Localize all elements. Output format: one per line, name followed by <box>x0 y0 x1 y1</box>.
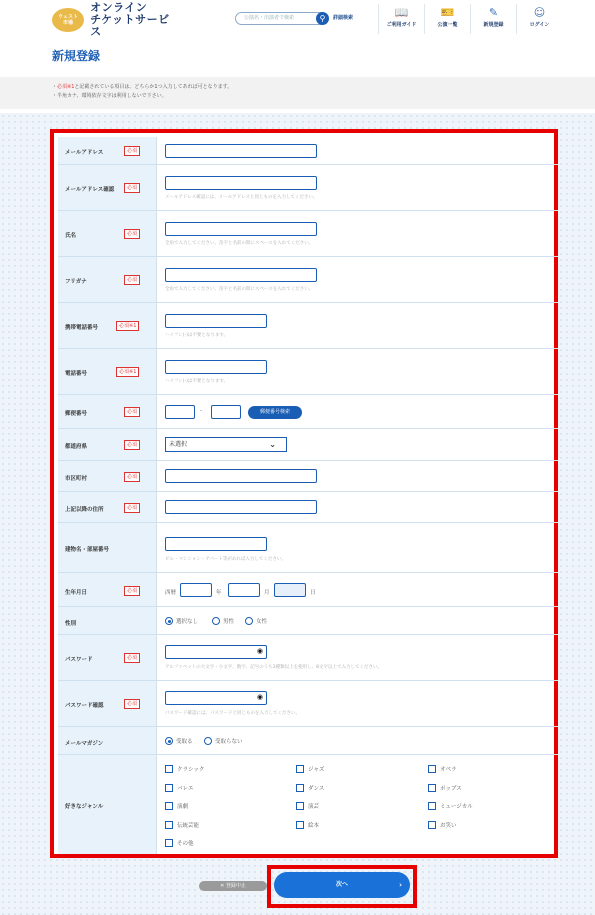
search-input[interactable]: 公演名・出演者で検索 <box>235 12 327 25</box>
gender-option-male[interactable]: 男性 <box>212 617 234 625</box>
row-password: パスワード 必須 ◉ アルファベットの大文字・小文字、数字、記号のうち2種類以上を使用し、8文字以上で入力してください。 <box>58 635 558 681</box>
registration-form <box>50 129 558 858</box>
building-field[interactable] <box>165 537 267 551</box>
book-icon: 📖 <box>394 6 409 19</box>
postal-code-first[interactable] <box>165 405 195 419</box>
gender-option-female[interactable]: 女性 <box>245 617 267 625</box>
row-prefecture: 都道府県 必須 未選択 ⌄ <box>58 429 558 461</box>
birth-day-field[interactable] <box>274 583 306 597</box>
advanced-search-link[interactable]: 詳細検索 <box>333 15 354 21</box>
postal-search-button[interactable]: 郵便番号検索 <box>248 406 302 419</box>
genre-checkbox[interactable]: 演劇 <box>165 802 188 810</box>
search-button[interactable] <box>316 12 329 25</box>
next-button[interactable]: 次へ › <box>274 872 410 898</box>
row-name: 氏名 必須 全角で入力してください。苗字と名前の間にスペースを入れてください。 <box>58 211 558 257</box>
address-field[interactable] <box>165 500 317 514</box>
site-logo[interactable] <box>52 0 176 38</box>
eye-icon[interactable]: ◉ <box>256 693 263 701</box>
edit-icon: ✎ <box>488 6 499 19</box>
postal-code-second[interactable] <box>211 405 241 419</box>
kana-field[interactable] <box>165 268 317 282</box>
search-icon: ⚲ <box>319 14 326 23</box>
page-title: 新規登録 <box>52 49 101 63</box>
newsletter-option-receive[interactable]: 受取る <box>165 737 193 745</box>
email-field[interactable] <box>165 144 317 158</box>
genre-checkbox[interactable]: ミュージカル <box>428 802 473 810</box>
genre-checkbox[interactable]: 伝統芸能 <box>165 821 199 829</box>
row-kana: フリガナ 必須 全角で入力してください。苗字と名前の間にスペースを入れてください。 <box>58 257 558 303</box>
user-icon: ☺ <box>533 6 546 19</box>
chevron-right-icon: › <box>399 881 402 889</box>
row-genres: 好きなジャンル クラシック ジャズ オペラ バレエ ダンス ポップス 演劇 演芸 ミュージカル 伝統芸能 絵本 お笑い その他 <box>58 755 558 854</box>
phone-field[interactable] <box>165 360 267 374</box>
row-city: 市区町村 必須 <box>58 461 558 492</box>
genre-checkbox[interactable]: ジャズ <box>296 765 324 773</box>
genre-checkbox[interactable]: 絵本 <box>296 821 319 829</box>
row-email-confirm: メールアドレス確認 必須 メールアドレス確認には、メールアドレスと同じものを入力してください。 <box>58 165 558 211</box>
genre-checkbox[interactable]: オペラ <box>428 765 457 773</box>
city-field[interactable] <box>165 469 317 483</box>
row-email: メールアドレス 必須 <box>58 137 558 165</box>
logo-mark: ウェスト 市場 <box>52 8 84 32</box>
nav-register[interactable]: ✎ 新規登録 <box>470 4 516 34</box>
birth-year-field[interactable] <box>180 583 212 597</box>
row-password-confirm: パスワード確認 必須 ◉ パスワード確認には、パスワードと同じものを入力してください。 <box>58 681 558 727</box>
row-phone: 電話番号 必須※1 ハイフン(-)は不要となります。 <box>58 349 558 395</box>
password-confirm-field[interactable] <box>165 691 267 705</box>
genre-checkbox[interactable]: 演芸 <box>296 802 319 810</box>
genre-checkbox[interactable]: その他 <box>165 839 194 847</box>
newsletter-option-decline[interactable]: 受取らない <box>204 737 243 745</box>
cancel-registration-button[interactable]: ✕ 登録中止 <box>199 881 267 891</box>
logo-text: オンライン チケットサービス <box>90 0 170 38</box>
row-building: 建物名・部屋番号 ビル・マンション・アパート等があれば入力してください。 <box>58 523 558 573</box>
genre-checkbox[interactable]: ダンス <box>296 784 324 792</box>
close-icon: ✕ <box>220 883 226 889</box>
name-field[interactable] <box>165 222 317 236</box>
genre-checkbox[interactable]: ポップス <box>428 784 462 792</box>
chevron-down-icon: ⌄ <box>269 440 276 449</box>
header-nav <box>378 4 562 34</box>
email-confirm-field[interactable] <box>165 176 317 190</box>
site-header <box>0 0 595 38</box>
nav-performances[interactable]: 🎫 公演一覧 <box>424 4 470 34</box>
genre-checkbox[interactable]: お笑い <box>428 821 457 829</box>
row-postal: 郵便番号 必須 - 郵便番号検索 <box>58 395 558 429</box>
nav-login[interactable]: ☺ ログイン <box>516 4 562 34</box>
row-address: 上記以降の住所 必須 <box>58 492 558 523</box>
nav-guide[interactable]: 📖 ご利用ガイド <box>378 4 424 34</box>
genre-checkbox[interactable]: バレエ <box>165 784 194 792</box>
row-birthday: 生年月日 必須 西暦 年 月 日 <box>58 573 558 607</box>
prefecture-select[interactable]: 未選択 ⌄ <box>165 437 287 452</box>
birth-month-field[interactable] <box>228 583 260 597</box>
row-gender: 性別 選択なし 男性 女性 <box>58 607 558 635</box>
row-newsletter: メールマガジン 受取る 受取らない <box>58 727 558 755</box>
password-field[interactable] <box>165 645 267 659</box>
gender-option-none[interactable]: 選択なし <box>165 617 198 625</box>
genre-checkbox[interactable]: クラシック <box>165 765 204 773</box>
row-mobile: 携帯電話番号 必須※1 ハイフン(-)は不要となります。 <box>58 303 558 349</box>
mobile-field[interactable] <box>165 314 267 328</box>
eye-icon[interactable]: ◉ <box>256 647 263 655</box>
ticket-icon: 🎫 <box>440 6 455 19</box>
form-notes: ・必須※1と記載されている項目は、どちらか1つ入力してあれば可となります。 ・半角カナ、環境依存文字は利用しないで下さい。 <box>0 77 595 109</box>
